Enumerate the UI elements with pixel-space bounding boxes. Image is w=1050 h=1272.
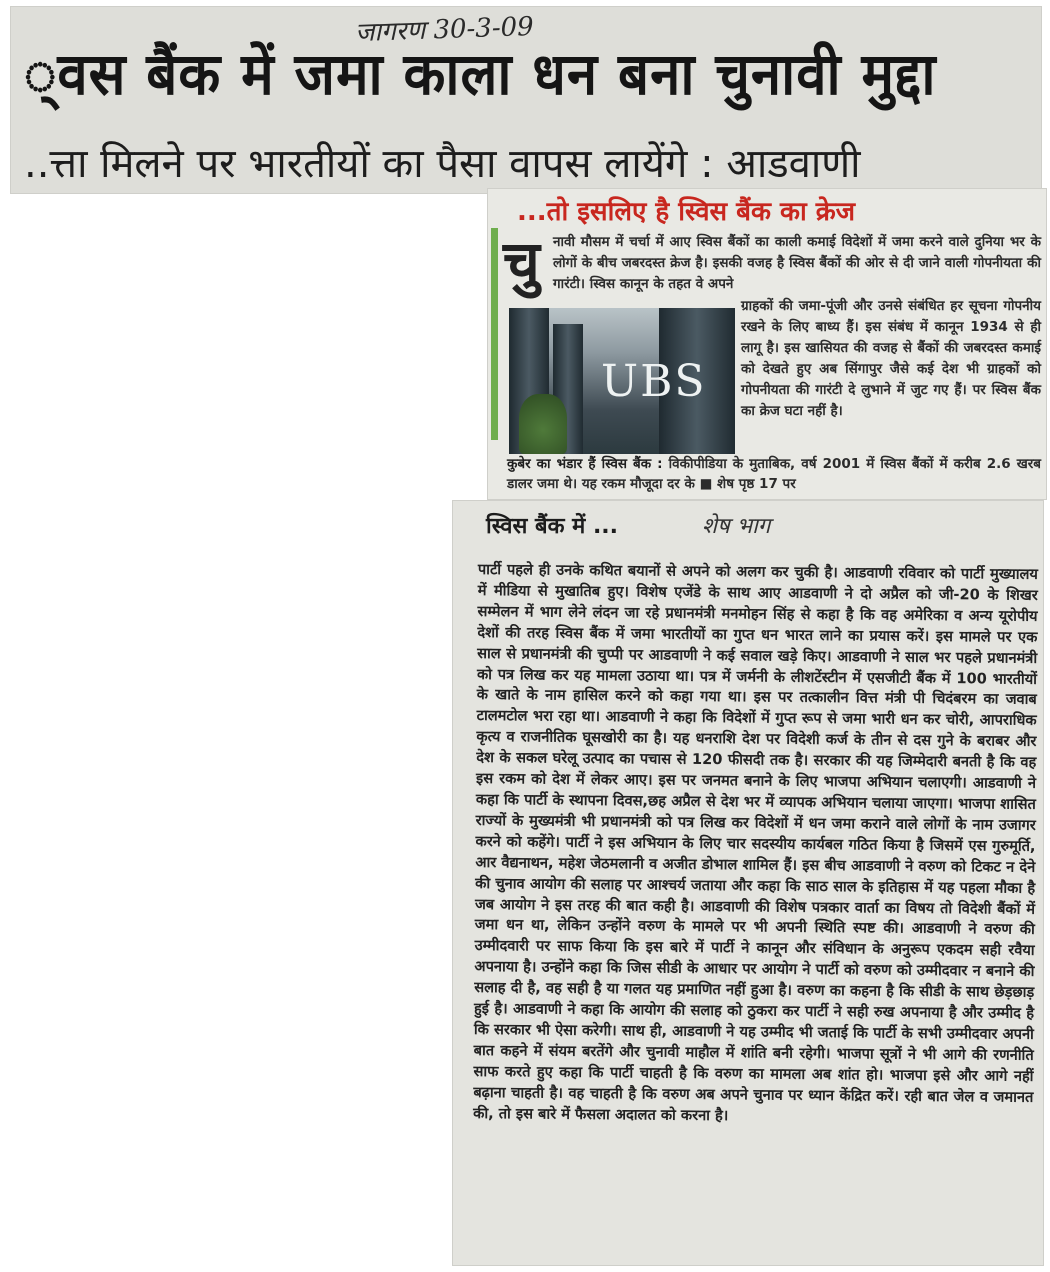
sidebar-paragraph-right: ग्राहकों की जमा-पूंजी और उनसे संबंधित हर सूचना गोपनीय रखने के लिए बाध्य हैं। इस संबंध में कानून 1934 से ही लागू है। इस खासियत की वजह से बैंकों की जबरदस्त कमाई को देखते हुए अब सिंगापुर जैसे कई देश भी ग्राहकों को गोपनीयता की गारंटी दे लुभाने में जुट गए हैं। पर स्विस बैंक का क्रेज घटा नहीं है। xyxy=(741,298,1041,419)
handwritten-date-note: जागरण 30-3-09 xyxy=(354,11,535,49)
ubs-building-photo xyxy=(509,308,735,454)
headline: ्वस बैंक में जमा काला धन बना चुनावी मुद्दा xyxy=(24,40,937,108)
subheadline: ..त्ता मिलने पर भारतीयों का पैसा वापस लायेंगे : आडवाणी xyxy=(24,141,861,187)
sidebar-bottom-text: विकीपीडिया के मुताबिक, वर्ष 2001 में स्विस बैंकों में करीब 2.6 खरब डालर जमा थे। यह रकम मौजूदा दर के ■ शेष पृष्ठ 17 पर xyxy=(507,456,1042,492)
sidebar-bottom-paragraph xyxy=(507,454,1041,494)
continuation-clipping xyxy=(452,500,1044,1266)
sidebar-paragraph-top: नावी मौसम में चर्चा में आए स्विस बैंकों का काली कमाई विदेशों में जमा करने वाले दुनिया भर के लोगों के बीच जबरदस्त क्रेज है। इसकी वजह है स्विस बैंकों की ओर से दी जाने वाली गोपनीयता की गारंटी। स्विस कानून के तहत वे अपने xyxy=(553,234,1041,292)
sidebar-box-clipping xyxy=(487,188,1047,500)
ubs-logo: UBS xyxy=(601,356,707,407)
drop-cap: चु xyxy=(503,228,540,296)
continuation-heading: स्विस बैंक में ... xyxy=(486,514,619,539)
sidebar-box-title: ...तो इसलिए है स्विस बैंक का क्रेज xyxy=(517,197,856,227)
article-body: पार्टी पहले ही उनके कथित बयानों से अपने को अलग कर चुकी है। आडवाणी रविवार को पार्टी मुख्यालय में मीडिया से मुखातिब हुए। विशेष एजेंडे के साथ आए आडवाणी ने दो अप्रैल को जी-20 के शिखर सम्मेलन में भाग लेने लंदन जा रहे प्रधानमंत्री मनमोहन सिंह से कहा है कि वह अमेरिका व अन्य यूरोपीय देशों की तरह स्विस बैंक में जमा भारतीयों का गुप्त धन भारत लाने का प्रयास करें। इस मामले पर एक साल से प्रधानमंत्री की चुप्पी पर आडवाणी ने कई सवाल खड़े किए। आडवाणी ने साल भर पहले प्रधानमंत्री को पत्र लिख कर यह मामला उठाया था। पत्र में जर्मनी के लीशटेंस्टीन में एसजीटी बैंक में 100 भारतीयों के खाते के नाम हासिल करने को कहा गया था। इस पर तत्कालीन वित्त मंत्री पी चिदंबरम का जवाब टालमटोल भरा रहा था। आडवाणी ने कहा कि विदेशों में गुप्त रूप से जमा भारी धन कर चोरी, आपराधिक कृत्य व राजनीतिक घूसखोरी का है। यह धनराशि देश पर विदेशी कर्ज के तीन से दस गुने के बराबर और देश के सकल घरेलू उत्पाद का पचास से 120 फीसदी तक है। सरकार की यह जिम्मेदारी बनती है कि वह इस रकम को देश में लेकर आए। इस पर जनमत बनाने के लिए भाजपा अभियान चलाएगी। आडवाणी ने कहा कि पार्टी के स्थापना दिवस,छह अप्रैल से देश भर में व्यापक अभियान चलाया जाएगा। भाजपा शासित राज्यों के मुख्यमंत्री भी प्रधानमंत्री को पत्र लिख कर विदेशों में धन जमा कराने वाले लोगों के नाम उजागर करने को कहेंगे। पार्टी ने इस अभियान के लिए चार सदस्यीय कार्यबल गठित किया है जिसमें एस गुरुमूर्ति, आर वैद्यनाथन, महेश जेठमलानी व अजीत डोभाल शामिल हैं। इस बीच आडवाणी ने वरुण को टिकट न देने की चुनाव आयोग की सलाह पर आश्चर्य जताया और कहा कि साठ साल के इतिहास में यह पहला मौका है जब आयोग ने इस तरह की बात कही है। आडवाणी की विशेष पत्रकार वार्ता का विषय तो विदेशी बैंकों में जमा धन था, लेकिन उन्होंने वरुण के मामले पर भी अपनी स्थिति स्पष्ट की। आडवाणी ने वरुण की उम्मीदवारी पर साफ किया कि इस बारे में पार्टी ने कानून और संविधान के अनुरूप एकदम सही रवैया अपनाया है। उन्होंने कहा कि जिस सीडी के आधार पर आयोग ने पार्टी को वरुण को उम्मीदवार न बनाने की सलाह दी है, वह सही है या गलत यह प्रमाणित नहीं हुआ है। वरुण का कहना है कि सीडी के साथ छेड़छाड़ हुई है। आडवाणी ने कहा कि आयोग की सलाह को ठुकरा कर पार्टी ने सही रुख अपनाया है और उम्मीद है कि सरकार भी ऐसा करेगी। साथ ही, आडवाणी ने यह उम्मीद भी जताई कि पार्टी के सभी उम्मीदवार अपनी बात कहने में संयम बरतेंगे और चुनावी माहौल में शांति बनी रहेगी। भाजपा सूत्रों ने भी आगे की रणनीति साफ करते हुए कहा कि पार्टी चाहती है कि वरुण का मामला अब शांत हो। भाजपा इसे और आगे नहीं बढ़ाना चाहती है। वह चाहती है कि वरुण अब अपने चुनाव पर ध्यान केंद्रित करें। रही बात जेल व जमानत की, तो इस बारे में फैसला अदालत को करना है। xyxy=(473,560,1038,1124)
accent-bar xyxy=(491,228,498,440)
headline-clipping xyxy=(10,6,1042,194)
handwritten-note: शेष भाग xyxy=(702,514,771,539)
tree-shape xyxy=(519,394,567,454)
sidebar-bottom-lead: कुबेर का भंडार हैं स्विस बैंक : xyxy=(507,456,663,472)
